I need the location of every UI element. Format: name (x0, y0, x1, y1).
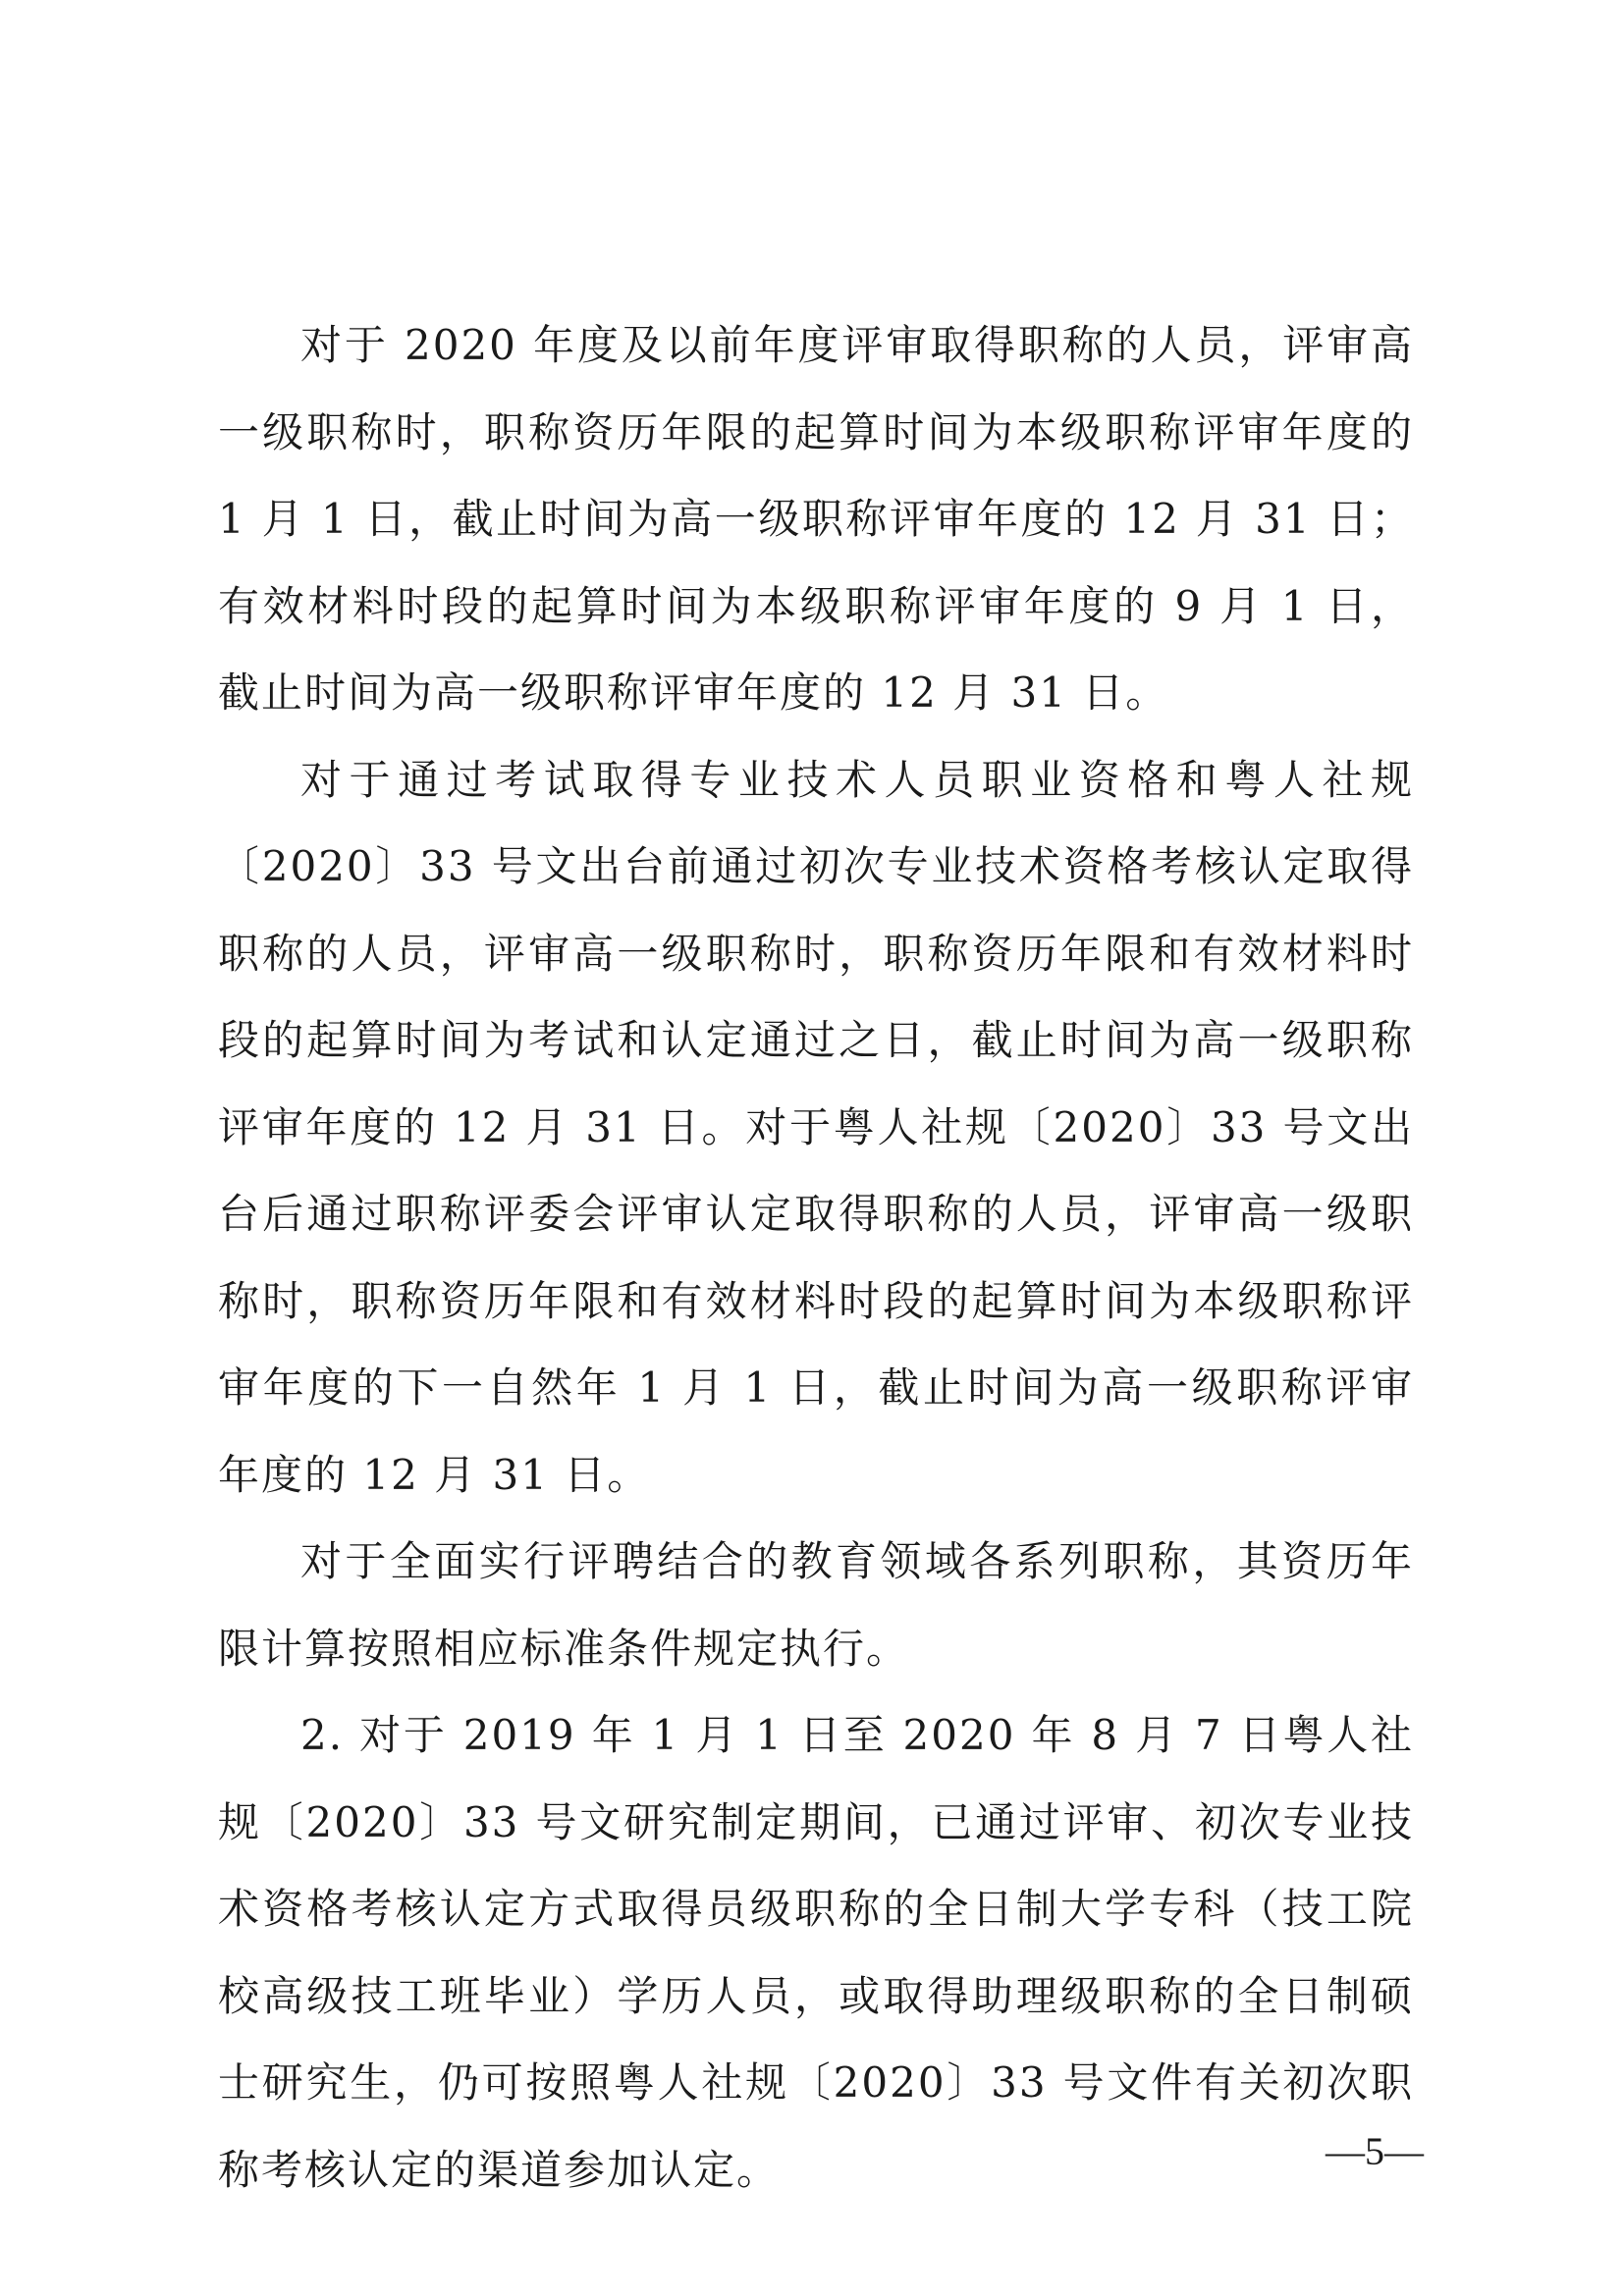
paragraph-4: 2. 对于 2019 年 1 月 1 日至 2020 年 8 月 7 日粤人社规〔2020〕33 号文研究制定期间，已通过评审、初次专业技术资格考核认定方式取得员级职称的全日制大学专科（技工院校高级技工班毕业）学历人员，或取得助理级职称的全日制硕士研究生，仍可按照粤人社规〔2020〕33 号文件有关初次职称考核认定的渠道参加认定。 (218, 1711, 1414, 2194)
paragraph-1: 对于 2020 年度及以前年度评审取得职称的人员，评审高一级职称时，职称资历年限的起算时间为本级职称评审年度的 1 月 1 日，截止时间为高一级职称评审年度的 12 月 31 日；有效材料时段的起算时间为本级职称评审年度的 9 月 1 日，截止时间为高一级职称评审年度的 12 月 31 日。 (218, 321, 1414, 717)
paragraph-3: 对于全面实行评聘结合的教育领域各系列职称，其资历年限计算按照相应标准条件规定执行。 (218, 1537, 1414, 1673)
page-number: —5— (1326, 2129, 1424, 2173)
paragraph-2: 对于通过考试取得专业技术人员职业资格和粤人社规〔2020〕33 号文出台前通过初次专业技术资格考核认定取得职称的人员，评审高一级职称时，职称资历年限和有效材料时段的起算时间为考试和认定通过之日，截止时间为高一级职称评审年度的 12 月 31 日。对于粤人社规〔2020〕33 号文出台后通过职称评委会评审认定取得职称的人员，评审高一级职称时，职称资历年限和有效材料时段的起算时间为本级职称评审年度的下一自然年 1 月 1 日，截止时间为高一级职称评审年度的 12 月 31 日。 (218, 755, 1414, 1499)
document-body (218, 302, 1414, 2214)
